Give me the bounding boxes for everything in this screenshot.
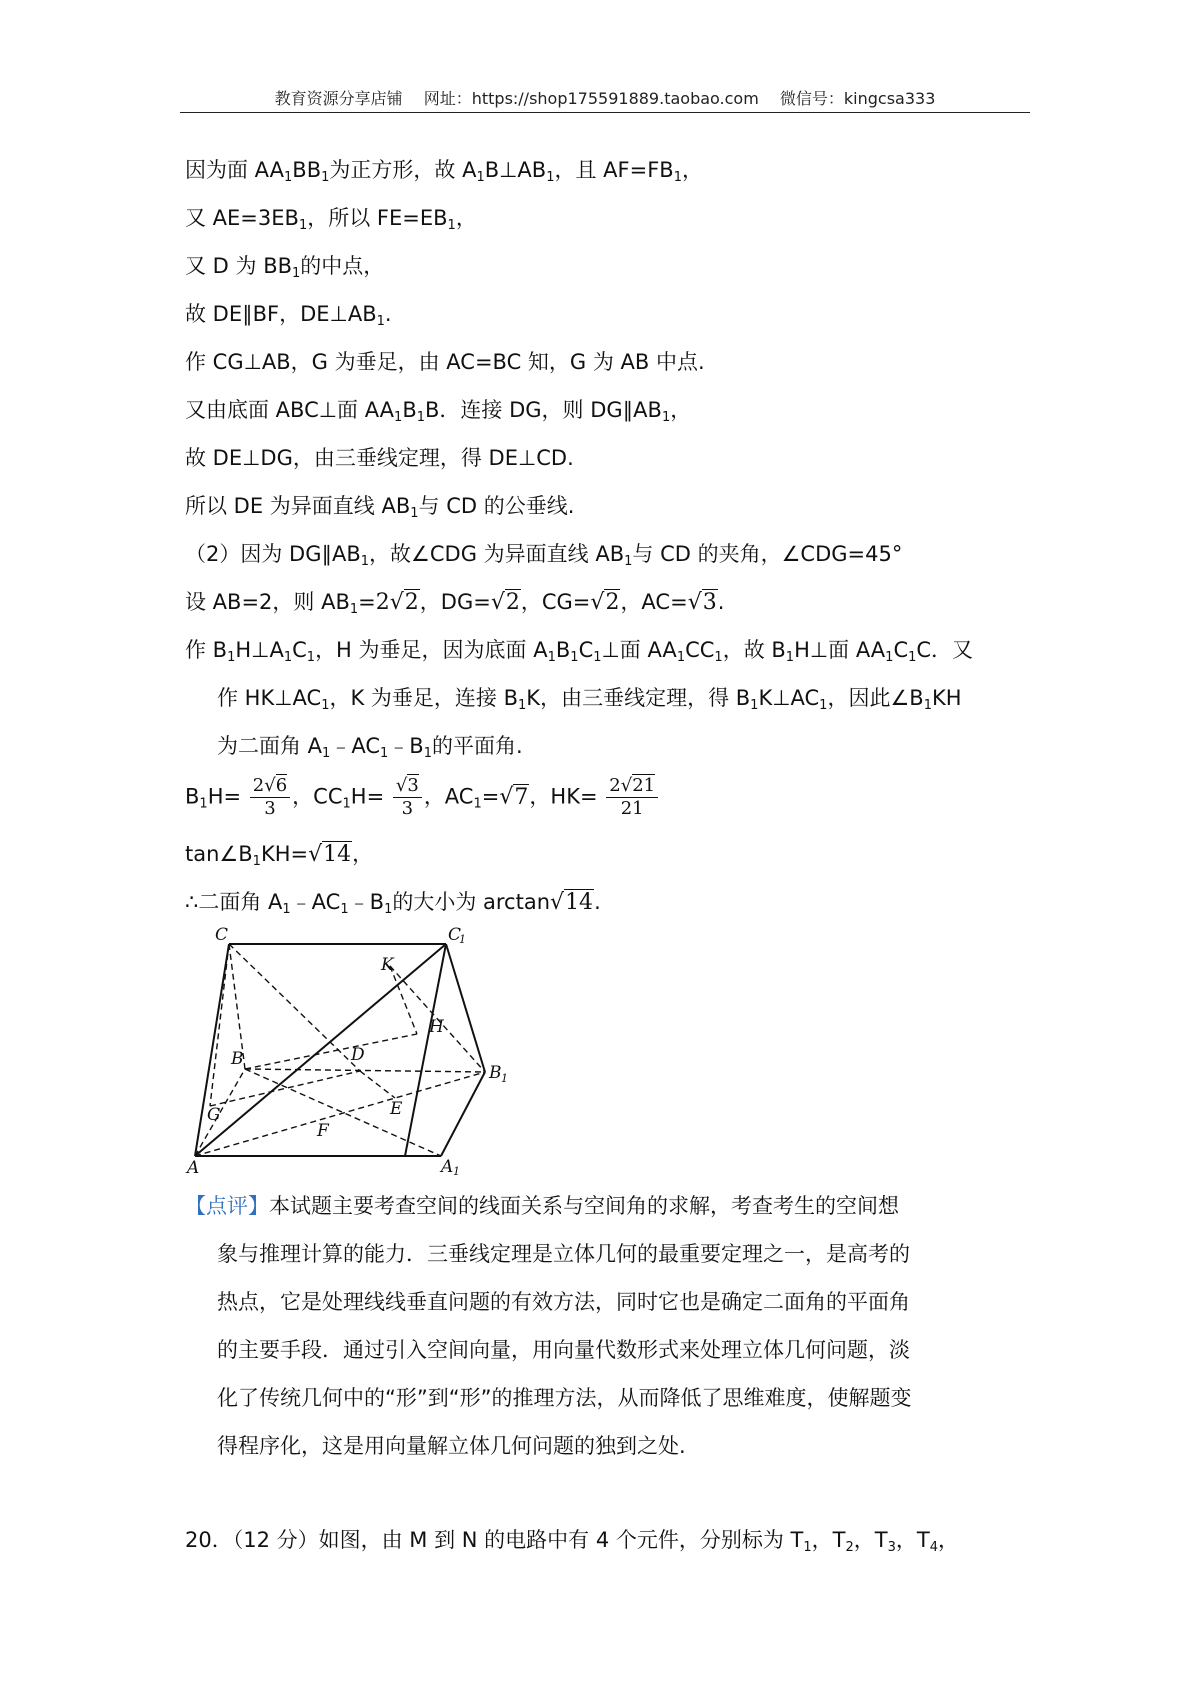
solution-line-4: 故 DE∥BF，$DE\perp AB_1$. — [185, 302, 392, 329]
comment-line-6: 得程序化，这是用向量解立体几何问题的独到之处. — [217, 1434, 686, 1458]
edge-A1B1 — [441, 1072, 485, 1156]
solution-line-6: 又由底面 ABC⊥面 $AA_1B_1B$．连接 DG，则 $DG\parallel AB_1$， — [185, 398, 692, 425]
edge-AB1 — [195, 1072, 485, 1156]
edge-B1C1 — [446, 944, 485, 1072]
comment-line-4: 的主要手段．通过引入空间向量，用向量代数形式来处理立体几何问题，淡 — [217, 1338, 910, 1362]
expr-sqrt3: √3 — [687, 590, 717, 615]
label-A1: A — [441, 1157, 454, 1176]
solution-line-2: 又 $AE=3EB_1$，所以 $FE=EB_1$， — [185, 206, 477, 233]
edge-CG — [210, 944, 229, 1106]
solution-line-15: $\tan\angle B_1KH=√14$， — [185, 842, 374, 869]
label-K: K — [381, 955, 394, 975]
frac-b1h: $\frac{2√6}{3}$ — [250, 776, 290, 819]
expr-sqrt14: √14 — [308, 842, 352, 867]
solution-line-3: 又 D 为 $BB_1$的中点， — [185, 254, 385, 281]
expr-sqrt2: √2 — [490, 590, 520, 615]
solution-line-13: 为二面角 $A_1﹣AC_1﹣B_1$的平面角. — [217, 734, 523, 761]
shop-url: 网址：https://shop175591889.taobao.com — [423, 89, 759, 108]
comment-line-5: 化了传统几何中的“形”到“形”的推理方法，从而降低了思维难度，使解题变 — [217, 1386, 912, 1410]
label-C1-sub: 1 — [459, 933, 466, 946]
comment-tag: 【点评】 — [185, 1194, 269, 1218]
edge-GD — [210, 1071, 360, 1106]
solution-line-7: 故 DE⊥DG，由三垂线定理，得 DE⊥CD. — [185, 446, 574, 470]
edge-BB1 — [245, 1069, 485, 1072]
solution-line-14: $B_1H=$ $\frac{2√6}{3}$ ，$CC_1H=$ $\frac{√3}{3}$ ，$AC_1=√7$，HK= $\frac{2√21}{21}$ — [185, 776, 660, 819]
expr-sqrt14b: √14 — [550, 890, 594, 915]
solution-line-11: 作 $B_1H\perp A_1C_1$，H 为垂足，因为底面 $A_1B_1C_1\perp$面 $AA_1CC_1$，故 $B_1H\perp$面 $AA_1C_1C$．又 — [185, 638, 974, 665]
label-D: D — [351, 1045, 365, 1065]
label-H: H — [429, 1017, 444, 1037]
comment-line-2: 象与推理计算的能力．三垂线定理是立体几何的最重要定理之一，是高考的 — [217, 1242, 910, 1266]
label-B1: B — [489, 1063, 502, 1083]
wechat-id: 微信号：kingcsa333 — [779, 89, 936, 108]
solution-line-12: 作 $HK\perp AC_1$，K 为垂足，连接 $B_1K$，由三垂线定理，得 $B_1K\perp AC_1$，因此$\angle B_1KH$ — [217, 686, 962, 713]
label-A: A — [187, 1158, 200, 1176]
label-B1-sub: 1 — [501, 1072, 508, 1085]
label-E: E — [390, 1099, 403, 1119]
solution-line-10: 设 AB=2，则 $AB_1=2√2$，DG=√2，CG=√2，AC=√3. — [185, 590, 725, 617]
page-header — [180, 86, 1030, 109]
header-rule — [180, 112, 1030, 113]
expr-sqrt2b: √2 — [590, 590, 620, 615]
frac-hk: $\frac{2√21}{21}$ — [606, 776, 658, 819]
problem-20: 20．（12 分）如图，由 M 到 N 的电路中有 4 个元件，分别标为 $T_1$，$T_2$，$T_3$，$T_4$， — [185, 1528, 959, 1555]
frac-c1h: $\frac{√3}{3}$ — [393, 776, 422, 819]
label-C: C — [215, 926, 229, 945]
edge-DE — [360, 1071, 395, 1098]
edge-BH — [245, 1034, 417, 1069]
expr-sqrt7: √7 — [499, 784, 529, 810]
solution-line-8: 所以 DE 为异面直线 $AB_1$与 CD 的公垂线. — [185, 494, 575, 521]
edge-KH — [390, 966, 417, 1034]
solution-line-1: 因为面 $AA_1BB_1$为正方形，故 $A_1B\perp AB_1$，且 $AF=FB_1$， — [185, 158, 703, 185]
label-A1-sub: 1 — [453, 1165, 460, 1176]
edge-C1A1 — [405, 944, 446, 1156]
shop-name: 教育资源分享店铺 — [274, 89, 403, 108]
comment-line-1: 【点评】本试题主要考查空间的线面关系与空间角的求解，考查考生的空间想 — [185, 1194, 899, 1218]
label-F: F — [317, 1121, 329, 1141]
label-B: B — [231, 1049, 244, 1069]
expr-2sqrt2: 2√2 — [375, 590, 419, 615]
prism-figure — [185, 926, 555, 1176]
solution-line-16: ∴二面角 $A_1﹣AC_1﹣B_1$的大小为 arctan√14. — [185, 890, 601, 917]
solution-line-9: （2）因为 $DG\parallel AB_1$，故∠CDG 为异面直线 $AB_1$与 CD 的夹角，∠CDG=45° — [185, 542, 903, 569]
edge-CD — [229, 944, 360, 1071]
solution-line-5: 作 CG⊥AB，G 为垂足，由 AC=BC 知，G 为 AB 中点. — [185, 350, 705, 374]
label-G: G — [207, 1105, 221, 1125]
label-C1: C — [448, 926, 462, 945]
comment-line-3: 热点，它是处理线线垂直问题的有效方法，同时它也是确定二面角的平面角 — [217, 1290, 910, 1314]
